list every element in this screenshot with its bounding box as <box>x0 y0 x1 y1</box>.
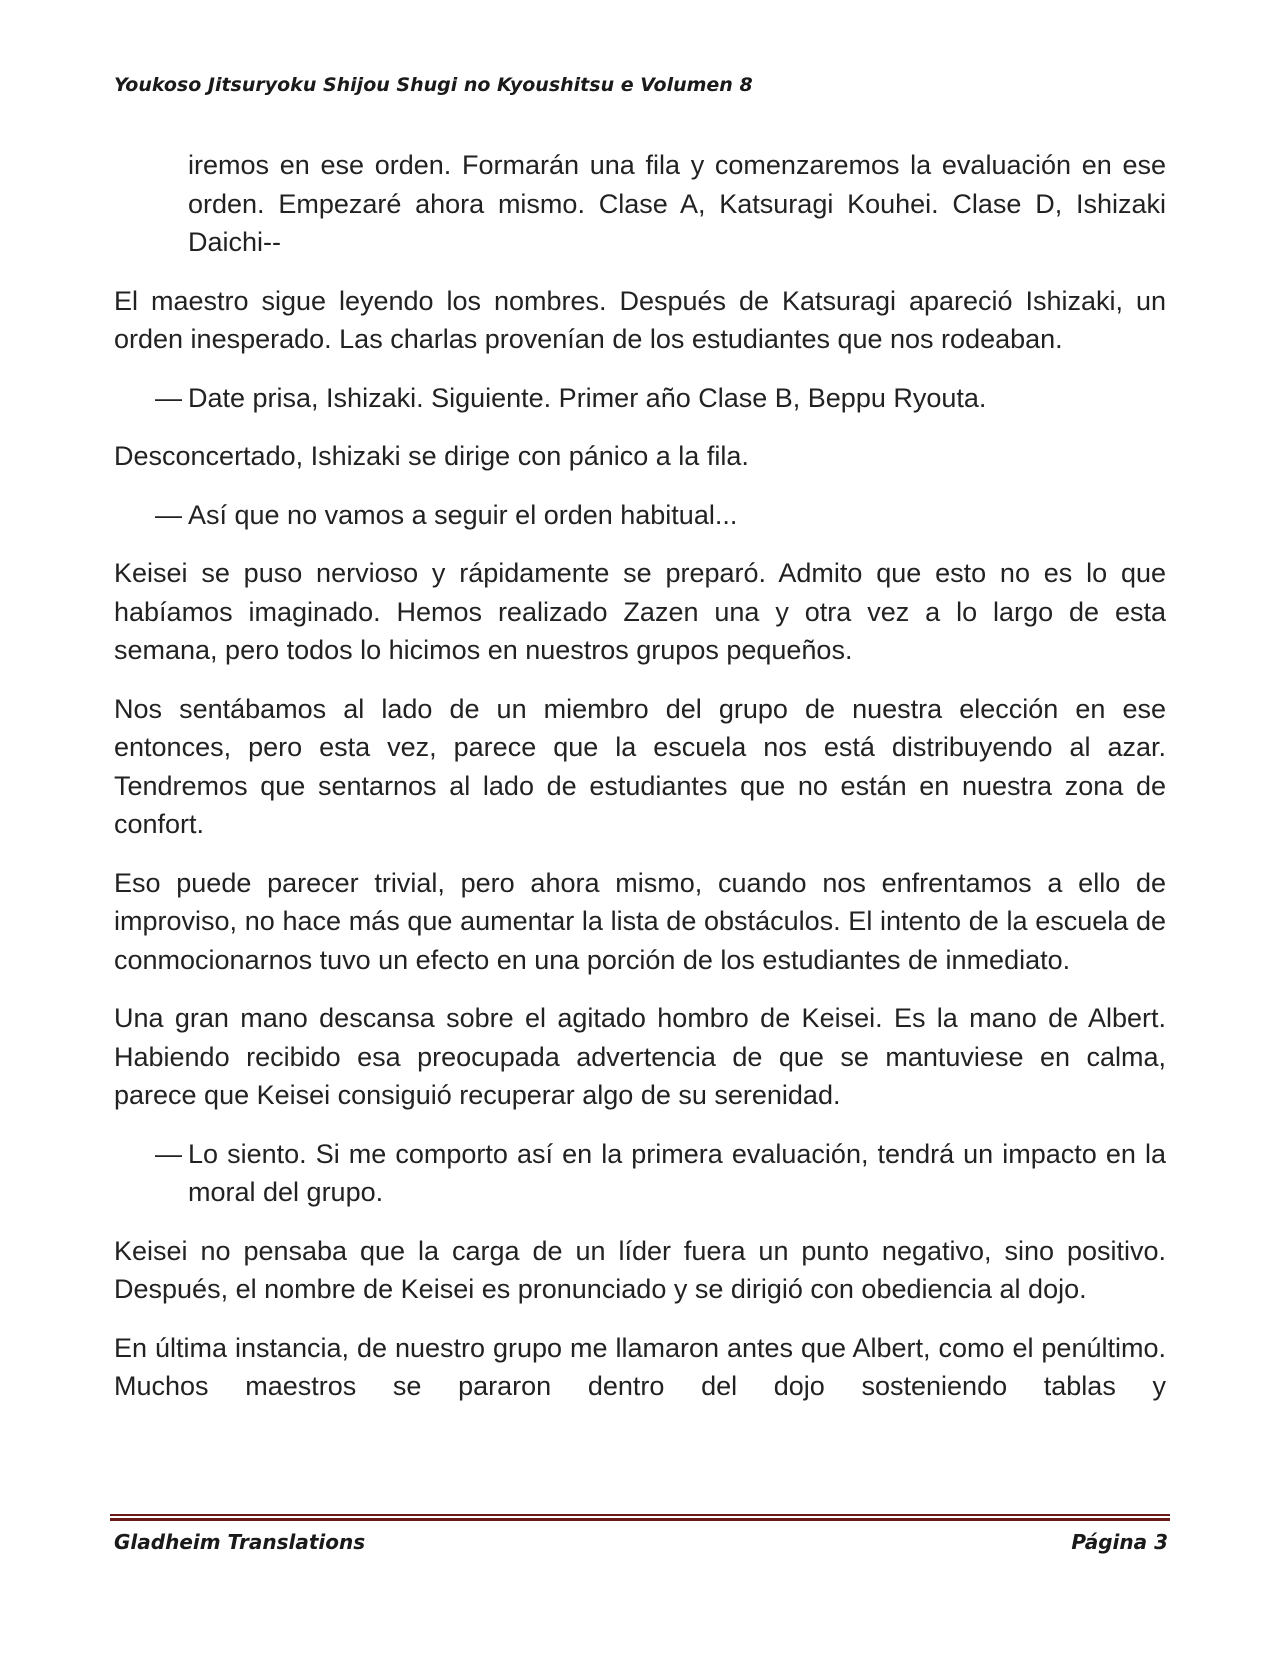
em-dash: — <box>155 1138 182 1169</box>
paragraph: El maestro sigue leyendo los nombres. Después de Katsuragi apareció Ishizaki, un orden inesperado. Las charlas provenían de los estudiantes que nos rodeaban. <box>114 285 1166 354</box>
dialogue-line <box>114 1135 1166 1212</box>
page-body <box>114 146 1166 1426</box>
paragraph: En última instancia, de nuestro grupo me llamaron antes que Albert, como el penúltimo. Muchos maestros se pararon dentro del dojo sosteniendo tablas y <box>114 1332 1166 1401</box>
dialogue-text: Lo siento. Si me comporto así en la primera evaluación, tendrá un impacto en la moral del grupo. <box>188 1138 1166 1207</box>
paragraph: Nos sentábamos al lado de un miembro del grupo de nuestra elección en ese entonces, pero esta vez, parece que la escuela nos está distribuyendo al azar. Tendremos que sentarnos al lado de estudiantes que no están en nuestra zona de confort. <box>114 693 1166 839</box>
running-header: Youkoso Jitsuryoku Shijou Shugi no Kyoushitsu e Volumen 8 <box>114 74 753 96</box>
dialogue-text: Date prisa, Ishizaki. Siguiente. Primer año Clase B, Beppu Ryouta. <box>188 382 987 413</box>
paragraph: Una gran mano descansa sobre el agitado hombro de Keisei. Es la mano de Albert. Habiendo recibido esa preocupada advertencia de que se mantuviese en calma, parece que Keisei consiguió recuperar algo de su serenidad. <box>114 1003 1166 1110</box>
dialogue-text: Así que no vamos a seguir el orden habitual... <box>188 499 738 530</box>
paragraph: Desconcertado, Ishizaki se dirige con pánico a la fila. <box>114 441 749 471</box>
dialogue-line <box>114 379 1166 418</box>
paragraph: iremos en ese orden. Formarán una fila y comenzaremos la evaluación en ese orden. Empezaré ahora mismo. Clase A, Katsuragi Kouhei. Clase D, Ishizaki Daichi-- <box>188 150 1166 257</box>
footer-credit: Gladheim Translations <box>114 1530 366 1554</box>
page-number: Página 3 <box>1071 1530 1168 1554</box>
em-dash: — <box>155 499 182 530</box>
paragraph: Keisei no pensaba que la carga de un líder fuera un punto negativo, sino positivo. Después, el nombre de Keisei es pronunciado y se dirigió con obediencia al dojo. <box>114 1235 1166 1304</box>
paragraph: Eso puede parecer trivial, pero ahora mismo, cuando nos enfrentamos a ello de improviso, no hace más que aumentar la lista de obstáculos. El intento de la escuela de conmocionarnos tuvo un efecto en una porción de los estudiantes de inmediato. <box>114 867 1166 975</box>
paragraph: Keisei se puso nervioso y rápidamente se preparó. Admito que esto no es lo que habíamos imaginado. Hemos realizado Zazen una y otra vez a lo largo de esta semana, pero todos lo hicimos en nuestros grupos pequeños. <box>114 558 1166 665</box>
em-dash: — <box>155 382 182 413</box>
dialogue-line <box>114 496 1166 535</box>
footer-rule <box>110 1514 1170 1521</box>
